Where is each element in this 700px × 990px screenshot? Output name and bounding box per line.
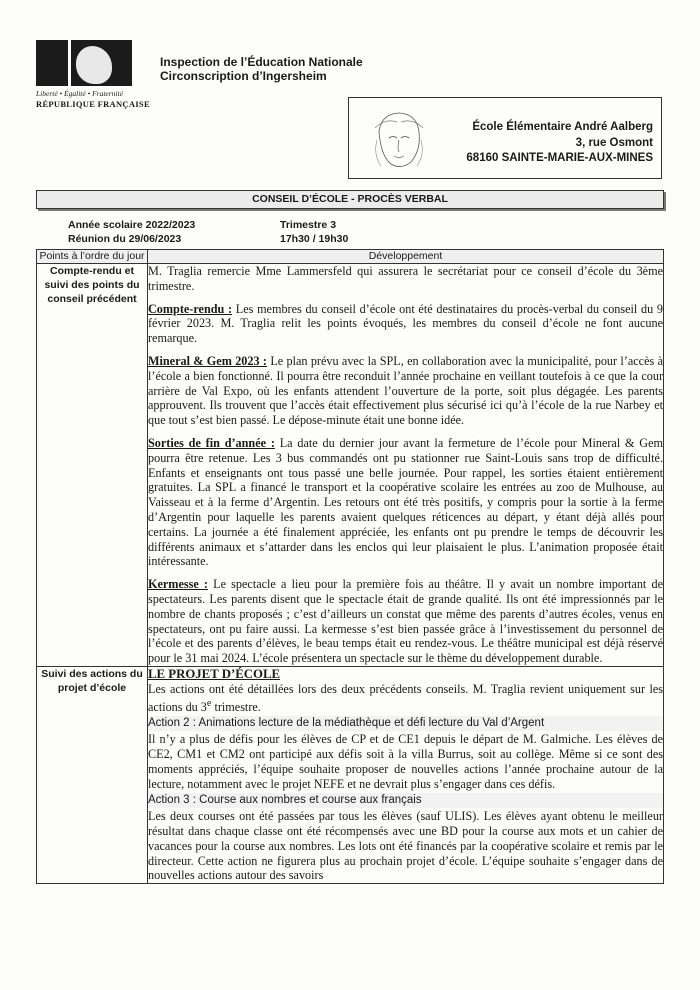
row-label-projet-ecole: Suivi des actions du projet d’école [37,666,148,883]
authority-block [160,55,363,83]
action-2-text: Il n’y a plus de défis pour les élèves de CP et de CE1 depuis le départ de M. Galmiche. Les élèves de CE2, CM1 et CM2 ont participé aux défis soit à la villa Burrus, soit au collège. Même si ce sont des moments appréciés, l’équipe souhaite proposer de nouvelles actions l’année prochaine autour de la lecture, notamment avec le projet NEFE et ne devrait plus s’engager dans ces défis. [148,732,663,791]
school-name: École Élémentaire André Aalberg [472,121,653,133]
section-text: Les membres du conseil d’école ont été destinataires du procès-verbal du conseil du 9 février 2023. M. Traglia relit les points évoqués, les membres du conseil d’école ne font aucune remarque. [148,301,664,346]
section-text: Le spectacle a lieu pour la première fois au théâtre. Il y avait un nombre important de spectateurs. Les parents disent que le spectacle était de grande qualité. Ils ont été impressionnés par le nombre de chants proposés ; c’est d’ailleurs un constat que même des parents d’autres écoles, venus en spectateurs, ont pu faire aussi. La kermesse s’est bien passée grâce à l’investissement du personnel de l’école et des parents d’élèves, le beau temps était eu rendez-vous. Le théâtre municipal est déjà réservé pour le 31 mai 2024. L’école présentera un spectacle sur le thème du développement durable. [148,577,663,666]
meeting-date: Réunion du 29/06/2023 [68,233,182,245]
section-text: Le plan prévu avec la SPL, en collaboration avec la municipalité, pour l’accès à l’école a bien fonctionné. Il pourra être reconduit l’année prochaine en veillant toutefois à ce que la cour arrière de Val Expo, où les enfants attendent l’ouverture de la porte, soit plus dégagée. Les parents approuvent. Ils trouvent que l’accès était effectivement plus sécurisé ici qu’à l’école de la rue Narbey et que tout s’est bien passé. Le dépose-minute était une bonne idée. [148,353,663,428]
marianne-logo-icon [36,40,132,86]
meeting-hours: 17h30 / 19h30 [280,233,349,245]
section-heading: Kermesse : [148,577,208,592]
row-content-projet-ecole [148,666,664,883]
project-intro-end: trimestre. [211,699,261,714]
document-title: CONSEIL D’ÉCOLE - PROCÈS VERBAL [36,190,664,209]
section-text: La date du dernier jour avant la fermeture de l’école pour Mineral & Gem pourra être retenue. Les 3 bus commandés ont pu stationner rue Saint-Louis sans trop de difficulté. Enfants et enseignants ont tous passé une belle journée. Pour rappel, les sorties étaient entièrement gratuites. La SPL a financé le transport et la coopérative scolaire les entrées au zoo de Mulhouse, au Vaisseau et à la ferme d’Argentin. Les retours ont été très positifs, y compris pour la sortie à la ferme d’Argentin pour laquelle les parents avaient quelques réticences au départ, y étant déjà allés pour certains. La journée a été finalement appréciée, les enfants ont pu prendre le temps de découvrir les différents animaux et s’attarder dans les enclos qui leur plaisaient le plus. L’animation proposée était intéressante. [148,435,663,569]
logo-motto: Liberté • Égalité • Fraternité [36,89,123,98]
logo-republic: RÉPUBLIQUE FRANÇAISE [36,99,150,109]
project-intro-text: Les actions ont été détaillées lors des deux précédents conseils. M. Traglia revient uniquement sur les actions du 3 [148,681,663,714]
intro-paragraph: M. Traglia remercie Mme Lammersfeld qui assurera le secrétariat pour ce conseil d’école du 3ème trimestre. [148,264,663,293]
project-intro-sup: e [206,697,212,709]
meta-left [68,218,195,246]
table-row [37,666,664,883]
meta-right [280,218,348,246]
project-heading: LE PROJET D’ÉCOLE [148,666,281,681]
action-3-text: Les deux courses ont été passées par tous les élèves (sauf ULIS). Les élèves ayant obtenu le meilleur résultat dans chaque classe ont été récompensés avec une BD pour la course aux mots et un cahier de vacances pour la course aux nombres. Les lots ont été financés par la coopérative scolaire et remis par le directeur. Cette action ne figurera plus au prochain projet d’école. L’équipe souhaite s’engager dans de nouvelles actions autour des savoirs [148,809,663,883]
header-agenda: Points à l’ordre du jour [37,250,148,264]
section-heading: Mineral & Gem 2023 : [148,353,267,368]
section-paragraph [148,577,663,666]
section-heading: Compte-rendu : [148,301,233,316]
authority-line-2: Circonscription d’Ingersheim [160,69,327,83]
table-row [37,264,664,667]
table-header-row [37,250,664,264]
row-label-compte-rendu: Compte-rendu et suivi des points du conseil précédent [37,264,148,667]
school-city: 68160 SAINTE-MARIE-AUX-MINES [466,152,653,164]
section-paragraph [148,354,663,428]
row-content-compte-rendu [148,264,664,667]
section-paragraph [148,436,663,569]
project-intro [148,682,663,715]
school-address [466,120,653,167]
trimester: Trimestre 3 [280,219,337,231]
authority-line-1: Inspection de l’Éducation Nationale [160,55,363,69]
action-3-title: Action 3 : Course aux nombres et course aux français [148,793,663,808]
school-address-box [348,97,662,179]
school-street: 3, rue Osmont [575,136,653,149]
school-year: Année scolaire 2022/2023 [68,219,196,231]
minutes-table [36,249,664,884]
school-portrait-icon [371,110,427,170]
header-development: Développement [148,250,664,264]
section-heading: Sorties de fin d’année : [148,435,275,450]
republique-francaise-logo [36,40,150,110]
action-2-title: Action 2 : Animations lecture de la médiathèque et défi lecture du Val d’Argent [148,716,663,731]
section-paragraph [148,302,663,346]
